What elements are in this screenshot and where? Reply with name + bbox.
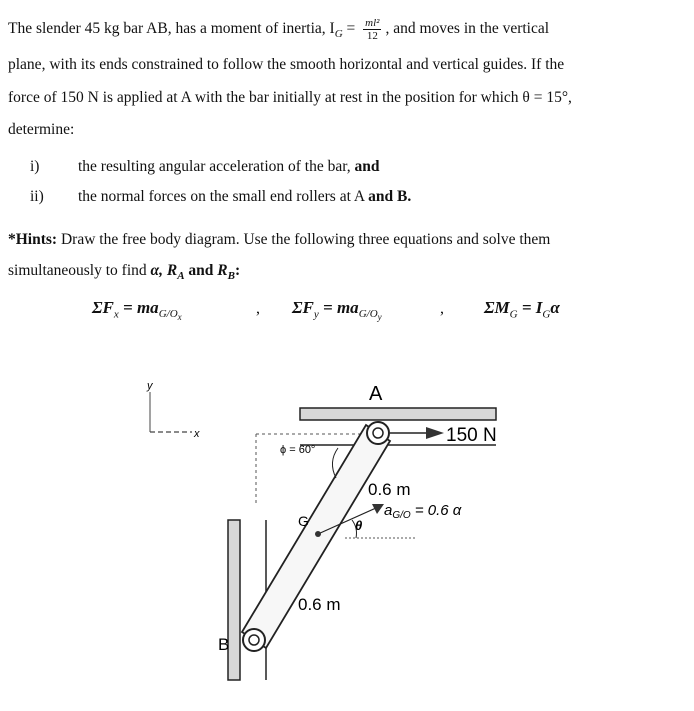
length-top-label: 0.6 m xyxy=(368,480,411,499)
hints-sub-a: A xyxy=(177,270,185,283)
item-text: the normal forces on the small end rollers at A xyxy=(78,188,365,205)
item-text: the resulting angular acceleration of the bar, xyxy=(78,158,351,175)
eq-rhs-sub: G xyxy=(542,308,551,321)
angle-phi-label: ϕ = 60° xyxy=(280,444,316,456)
accel-subscript: G/O xyxy=(392,510,411,521)
problem-text-b: , and moves in the vertical xyxy=(385,20,550,37)
hints-text-1: Draw the free body diagram. Use the following three equations and solve them xyxy=(57,231,551,248)
force-arrow xyxy=(390,427,444,439)
item-number: ii) xyxy=(30,188,44,205)
problem-text-a: The slender 45 kg bar AB, has a moment of inertia, I xyxy=(8,20,335,37)
item-bold: and xyxy=(354,158,380,175)
eq-rhs: = ma xyxy=(318,298,359,317)
axis-y-label: y xyxy=(147,380,153,392)
problem-line-4: determine: xyxy=(8,121,75,138)
fraction-numerator: ml² xyxy=(365,16,380,29)
eq-rhs-sub: G/O xyxy=(158,308,178,321)
eq-lhs: ΣM xyxy=(484,298,510,317)
inertia-subscript: G xyxy=(334,28,343,41)
eq-lhs: ΣF xyxy=(92,298,114,317)
label-a: A xyxy=(369,383,383,405)
length-bottom-label: 0.6 m xyxy=(298,595,341,614)
item-bold: and B. xyxy=(368,188,412,205)
equals-sign: = xyxy=(342,20,360,37)
hints-symbol-rb: R xyxy=(217,262,228,279)
label-b: B xyxy=(218,635,230,654)
force-label: 150 N xyxy=(446,425,497,446)
eq-lhs: ΣF xyxy=(292,298,314,317)
eq-lhs-sub: y xyxy=(313,308,319,321)
hints-text-2: simultaneously to find xyxy=(8,262,151,279)
roller-a xyxy=(367,422,389,444)
equation-separator: , xyxy=(256,300,260,317)
hints-and: and xyxy=(184,262,218,279)
item-number: i) xyxy=(30,158,40,175)
bar-ab xyxy=(242,425,393,648)
axis-x-label: x xyxy=(194,428,200,440)
eq-rhs-tail: α xyxy=(550,298,560,317)
roller-b xyxy=(243,629,265,651)
problem-line-2: plane, with its ends constrained to follow the smooth horizontal and vertical guides. If the xyxy=(8,56,565,73)
hints-label: *Hints: xyxy=(8,231,58,248)
hints-symbol-alpha-ra: α, R xyxy=(150,262,178,279)
accel-value: = 0.6 α xyxy=(410,502,462,519)
eq-lhs-sub: G xyxy=(509,308,518,321)
eq-rhs: = I xyxy=(517,298,543,317)
eq-rhs-subsub: x xyxy=(177,312,182,323)
eq-rhs-sub: G/O xyxy=(358,308,378,321)
equation-separator: , xyxy=(440,300,444,317)
problem-line-3: force of 150 N is applied at A with the bar initially at rest in the position for which θ = 15°, xyxy=(8,89,572,106)
acceleration-label xyxy=(384,502,462,521)
axes-icon xyxy=(146,380,200,440)
label-g: G xyxy=(298,513,309,529)
fraction-denominator: 12 xyxy=(366,29,378,42)
hints-sub-b: B xyxy=(227,270,235,283)
hints-colon: : xyxy=(234,262,241,279)
eq-rhs-subsub: y xyxy=(377,312,382,323)
eq-rhs: = ma xyxy=(118,298,159,317)
theta-label: θ xyxy=(355,518,363,533)
accel-symbol: a xyxy=(384,502,393,519)
eq-lhs-sub: x xyxy=(113,308,119,321)
